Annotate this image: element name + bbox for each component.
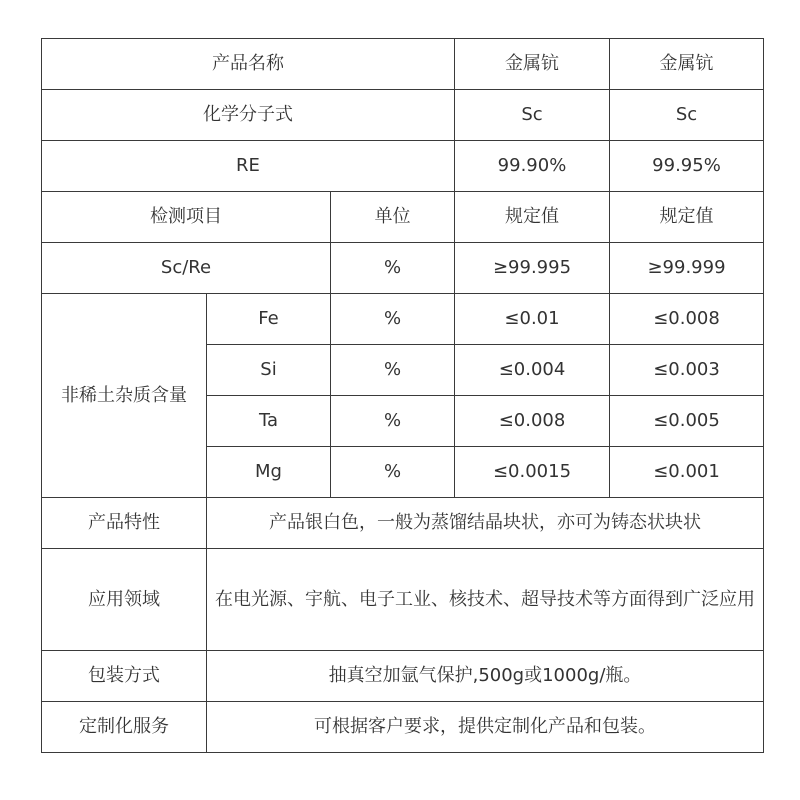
table-row bbox=[42, 141, 764, 192]
feature-value: 产品银白色，一般为蒸馏结晶块状，亦可为铸态状块状 bbox=[207, 498, 764, 549]
impurity-unit: % bbox=[331, 447, 455, 498]
test-item-header: 检测项目 bbox=[42, 192, 331, 243]
spec-table bbox=[41, 38, 764, 753]
re-value: 99.90% bbox=[455, 141, 610, 192]
product-name-label: 产品名称 bbox=[42, 39, 455, 90]
table-row bbox=[42, 651, 764, 702]
impurity-element: Si bbox=[207, 345, 331, 396]
table-row bbox=[42, 702, 764, 753]
spec-value-header: 规定值 bbox=[610, 192, 764, 243]
impurity-group-label: 非稀土杂质含量 bbox=[42, 294, 207, 498]
impurity-element: Fe bbox=[207, 294, 331, 345]
packaging-label: 包装方式 bbox=[42, 651, 207, 702]
sc-re-label: Sc/Re bbox=[42, 243, 331, 294]
formula-label: 化学分子式 bbox=[42, 90, 455, 141]
impurity-value: ≤0.0015 bbox=[455, 447, 610, 498]
impurity-value: ≤0.004 bbox=[455, 345, 610, 396]
formula-value: Sc bbox=[610, 90, 764, 141]
impurity-value: ≤0.008 bbox=[455, 396, 610, 447]
spec-value-header: 规定值 bbox=[455, 192, 610, 243]
impurity-unit: % bbox=[331, 294, 455, 345]
application-value: 在电光源、宇航、电子工业、核技术、超导技术等方面得到广泛应用 bbox=[207, 549, 764, 651]
packaging-value: 抽真空加氩气保护,500g或1000g/瓶。 bbox=[207, 651, 764, 702]
impurity-element: Mg bbox=[207, 447, 331, 498]
product-name-value: 金属钪 bbox=[455, 39, 610, 90]
product-name-value: 金属钪 bbox=[610, 39, 764, 90]
impurity-value: ≤0.003 bbox=[610, 345, 764, 396]
impurity-unit: % bbox=[331, 396, 455, 447]
table-row bbox=[42, 294, 764, 345]
impurity-value: ≤0.01 bbox=[455, 294, 610, 345]
custom-service-label: 定制化服务 bbox=[42, 702, 207, 753]
re-label: RE bbox=[42, 141, 455, 192]
impurity-value: ≤0.001 bbox=[610, 447, 764, 498]
impurity-value: ≤0.005 bbox=[610, 396, 764, 447]
feature-label: 产品特性 bbox=[42, 498, 207, 549]
table-row bbox=[42, 498, 764, 549]
unit-header: 单位 bbox=[331, 192, 455, 243]
impurity-element: Ta bbox=[207, 396, 331, 447]
sc-re-value: ≥99.995 bbox=[455, 243, 610, 294]
sc-re-unit: % bbox=[331, 243, 455, 294]
impurity-value: ≤0.008 bbox=[610, 294, 764, 345]
table-row bbox=[42, 39, 764, 90]
formula-value: Sc bbox=[455, 90, 610, 141]
table-row bbox=[42, 90, 764, 141]
impurity-unit: % bbox=[331, 345, 455, 396]
application-label: 应用领域 bbox=[42, 549, 207, 651]
sc-re-value: ≥99.999 bbox=[610, 243, 764, 294]
table-row bbox=[42, 549, 764, 651]
table-row bbox=[42, 243, 764, 294]
re-value: 99.95% bbox=[610, 141, 764, 192]
table-row bbox=[42, 192, 764, 243]
custom-service-value: 可根据客户要求，提供定制化产品和包装。 bbox=[207, 702, 764, 753]
